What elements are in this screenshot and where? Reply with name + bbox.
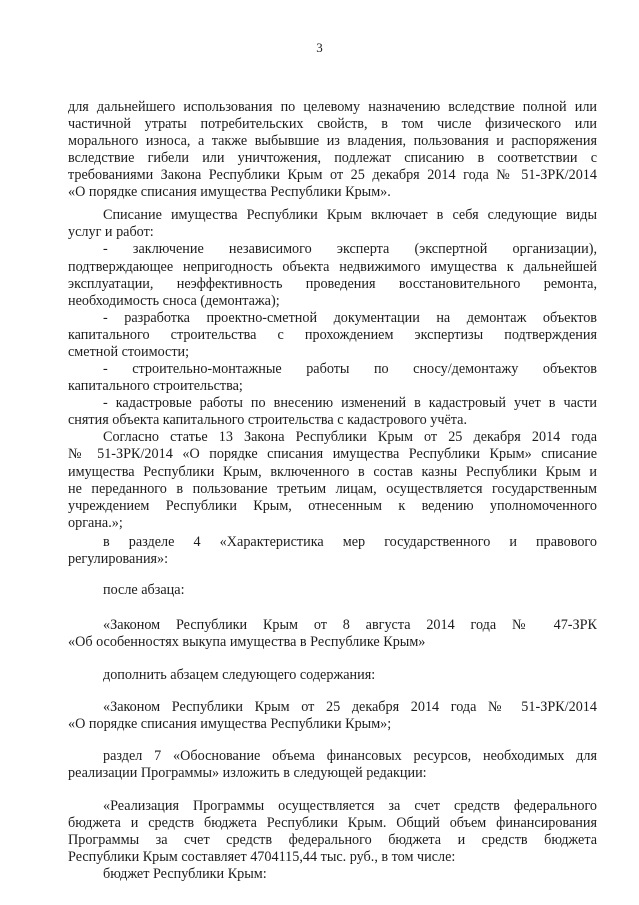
text-line: для дальнейшего использования по целевому назначению вследствие полной или bbox=[68, 99, 597, 115]
text-line: необходимость сноса (демонтажа); bbox=[68, 292, 280, 309]
text-line: капитального строительства с прохождением экспертизы подтверждения bbox=[68, 326, 597, 343]
text-line: услуг и работ: bbox=[68, 224, 154, 241]
text-line: «Об особенностях выкупа имущества в Республике Крым» bbox=[68, 634, 426, 651]
text-line: - разработка проектно-сметной документации на демонтаж объектов bbox=[103, 309, 597, 326]
text-line: Согласно статье 13 Закона Республики Крым от 25 декабря 2014 года bbox=[103, 429, 597, 446]
text-line: - кадастровые работы по внесению изменений в кадастровый учет в части bbox=[103, 395, 597, 412]
text-line: вследствие гибели или уничтожения, подлежат списанию в соответствии с bbox=[68, 150, 597, 167]
text-line: раздел 7 «Обоснование объема финансовых ресурсов, необходимых для bbox=[103, 748, 597, 765]
text-line: - строительно-монтажные работы по сносу/демонтажу объектов bbox=[103, 361, 597, 377]
text-line: снятия объекта капитального строительства с кадастрового учёта. bbox=[68, 412, 467, 429]
text-line: «Законом Республики Крым от 25 декабря 2014 года № 51-ЗРК/2014 bbox=[103, 698, 597, 715]
text-line: бюджет Республики Крым: bbox=[103, 866, 267, 882]
text-line: Республики Крым составляет 4704115,44 тыс. руб., в том числе: bbox=[68, 848, 456, 865]
text-line: регулирования»: bbox=[68, 550, 169, 567]
text-line: реализации Программы» изложить в следующей редакции: bbox=[68, 765, 427, 782]
text-line: не переданного в пользование третьим лицам, осуществляется государственным bbox=[68, 480, 597, 497]
text-line: «Реализация Программы осуществляется за счет средств федерального bbox=[103, 797, 597, 814]
text-line: «О порядке списания имущества Республики Крым»; bbox=[68, 716, 392, 732]
text-line: № 51-ЗРК/2014 «О порядке списания имущества Республики Крым» списание bbox=[68, 446, 597, 463]
text-line: бюджета и средств бюджета Республики Крым. Общий объем финансирования bbox=[68, 814, 597, 831]
text-line: Списание имущества Республики Крым включает в себя следующие виды bbox=[103, 207, 597, 224]
text-line: после абзаца: bbox=[103, 582, 185, 599]
text-line: «Законом Республики Крым от 8 августа 2014 года № 47-ЗРК bbox=[103, 617, 597, 634]
text-line: органа.»; bbox=[68, 514, 123, 531]
page-number: 3 bbox=[316, 40, 323, 55]
text-line: Программы за счет средств федерального бюджета и средств бюджета bbox=[68, 831, 597, 848]
text-line: подтверждающее непригодность объекта недвижимого имущества к дальнейшей bbox=[68, 258, 597, 275]
text-line: учреждением Республики Крым, отнесенным к ведению уполномоченного bbox=[68, 497, 597, 514]
text-line: частичной утраты потребительских свойств, в том числе физического или bbox=[68, 116, 597, 133]
text-line: в разделе 4 «Характеристика мер государственного и правового bbox=[103, 533, 597, 550]
text-line: дополнить абзацем следующего содержания: bbox=[103, 666, 376, 683]
text-line: капитального строительства; bbox=[68, 378, 243, 395]
text-line: «О порядке списания имущества Республики Крым». bbox=[68, 184, 391, 201]
text-line: - заключение независимого эксперта (экспертной организации), bbox=[103, 241, 597, 258]
text-line: сметной стоимости; bbox=[68, 343, 190, 360]
text-line: морального износа, а также выбывшие из владения, пользования и распоряжения bbox=[68, 133, 597, 150]
text-line: требованиями Закона Республики Крым от 25 декабря 2014 года № 51-ЗРК/2014 bbox=[68, 167, 597, 184]
text-line: имущества Республики Крым, включенного в состав казны Республики Крым и bbox=[68, 463, 597, 480]
text-line: эксплуатации, неэффективность проведения восстановительного ремонта, bbox=[68, 275, 597, 292]
